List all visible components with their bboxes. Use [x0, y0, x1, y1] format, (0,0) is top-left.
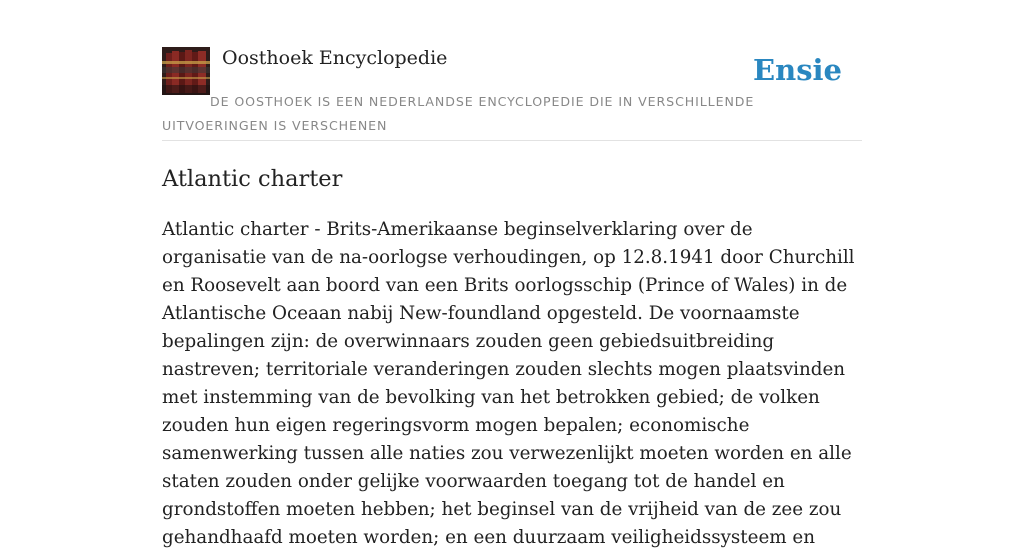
site-title[interactable]: Oosthoek Encyclopedie — [222, 47, 448, 69]
encyclopedia-books-icon[interactable] — [162, 47, 210, 95]
site-tagline: DE OOSTHOEK IS EEN NEDERLANDSE ENCYCLOPEDIE DIE IN VERSCHILLENDE UITVOERINGEN IS VERSCHENEN — [162, 94, 755, 133]
article-title: Atlantic charter — [162, 166, 343, 192]
article-body: Atlantic charter - Brits-Amerikaanse beginselverklaring over de organisatie van de na-oorlogse verhoudingen, op 12.8.1941 door Churchill en Roosevelt aan boord van een Brits oorlogsschip (Prince of Wales) in de Atlantische Oceaan nabij New-foundland opgesteld. De voornaamste bepalingen zijn: de overwinnaars zouden geen gebiedsuitbreiding nastreven; territoriale veranderingen zouden slechts mogen plaatsvinden met instemming van de bevolking van het betrokken gebied; de volken zouden hun eigen regeringsvorm mogen bepalen; economische samenwerking tussen alle naties zou verwezenlijkt moeten worden en alle staten zouden onder gelijke voorwaarden toegang tot de handel en grondstoffen moeten hebben; het beginsel van de vrijheid van de zee zou gehandhaafd moeten worden; en een duurzaam veiligheidssysteem en — [162, 219, 855, 548]
brand-logo[interactable]: Ensie — [753, 53, 842, 87]
site-header — [162, 46, 862, 141]
